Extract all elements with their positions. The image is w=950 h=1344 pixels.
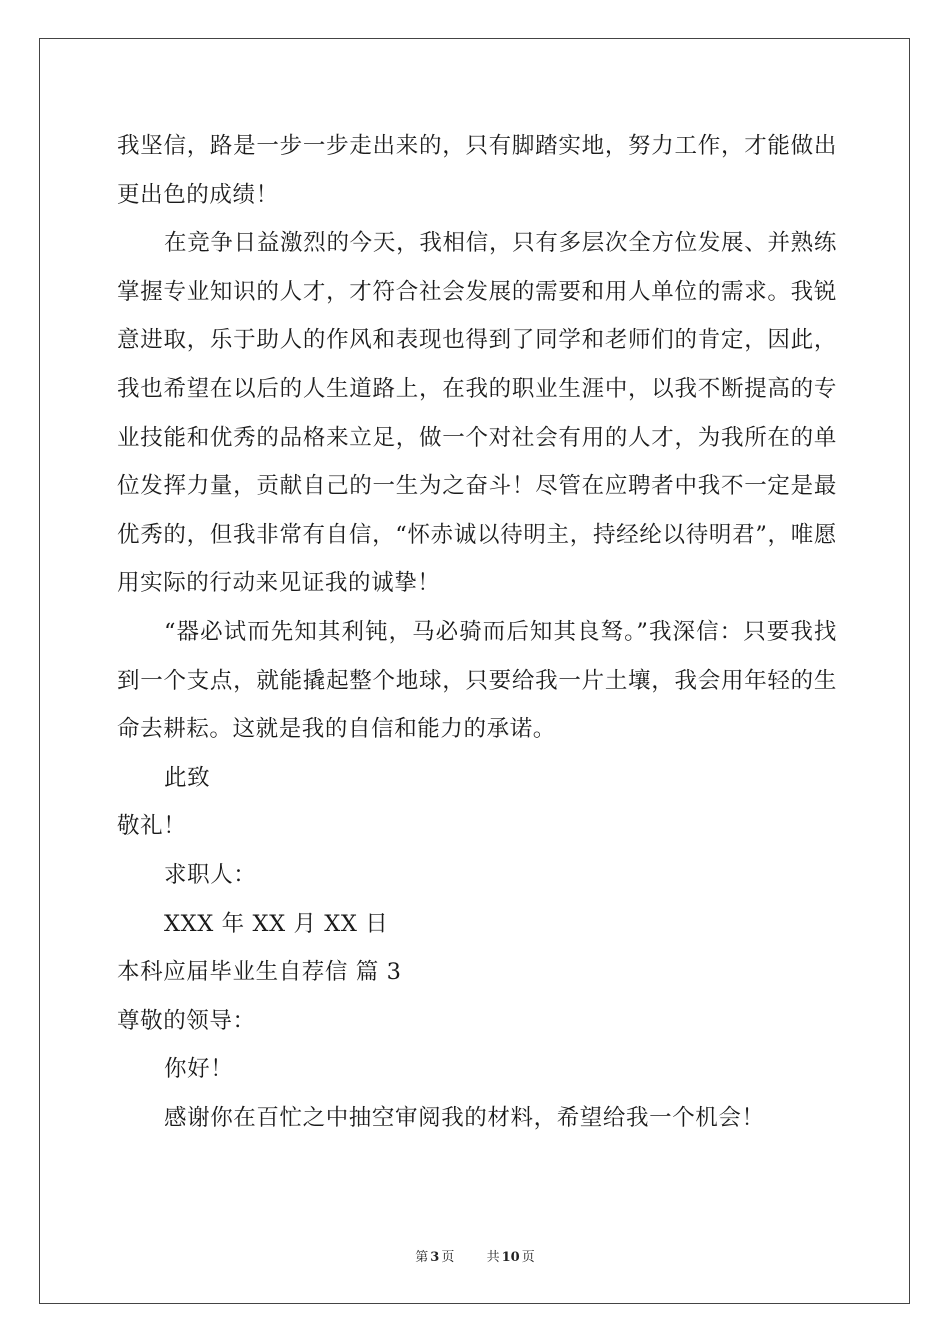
page-footer bbox=[0, 1246, 950, 1265]
salutation-jingli: 敬礼！ bbox=[117, 813, 187, 840]
page-number: 第 3 页 bbox=[415, 1250, 455, 1265]
paragraph-quote: “器必试而先知其利钝，马必骑而后知其良驽。”我深信：只要我找到一个支点，就能撬起整个地球，只要给我一片土壤，我会用年轻的生命去耕耘。这就是我的自信和能力的承诺。 bbox=[117, 618, 837, 743]
page-total: 共 10 页 bbox=[486, 1250, 535, 1265]
paragraph-thanks: 感谢你在百忙之中抽空审阅我的材料，希望给我一个机会！ bbox=[164, 1104, 765, 1131]
greeting-recipient: 尊敬的领导： bbox=[117, 1007, 256, 1034]
greeting-hello: 你好！ bbox=[164, 1056, 234, 1083]
paragraph-competition: 在竞争日益激烈的今天，我相信，只有多层次全方位发展、并熟练掌握专业知识的人才，才符合社会发展的需要和用人单位的需求。我锐意进取，乐于助人的作风和表现也得到了同学和老师们的肯定，因此，我也希望在以后的人生道路上，在我的职业生涯中，以我不断提高的专业技能和优秀的品格来立足，做一个对社会有用的人才，为我所在的单位发挥力量，贡献自己的一生为之奋斗！尽管在应聘者中我不一定是最优秀的，但我非常有自信，“怀赤诚以待明主，持经纶以待明君”，唯愿用实际的行动来见证我的诚挚！ bbox=[117, 230, 837, 597]
paragraph-closing-belief: 我坚信，路是一步一步走出来的，只有脚踏实地，努力工作，才能做出更出色的成绩！ bbox=[117, 133, 837, 208]
letter-body bbox=[117, 122, 837, 1142]
salutation-cizhi: 此致 bbox=[164, 764, 211, 791]
section-title: 本科应届毕业生自荐信 篇 3 bbox=[117, 959, 402, 986]
applicant-label: 求职人： bbox=[164, 861, 257, 888]
date-line: XXX 年 XX 月 XX 日 bbox=[164, 910, 389, 937]
